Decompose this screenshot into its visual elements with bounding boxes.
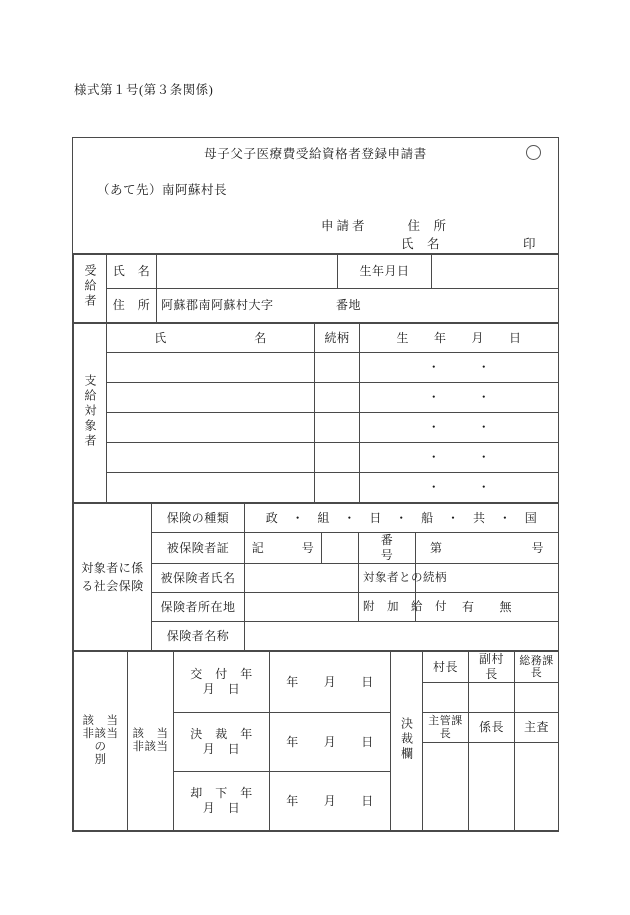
insurer-name-label: 保険者名称 (152, 622, 245, 651)
seal-label: 印 (522, 237, 536, 251)
target-name[interactable] (107, 383, 315, 413)
insured-name-value[interactable] (245, 564, 359, 593)
form-number: 様式第１号(第３条関係) (74, 83, 214, 97)
insurer-name-value[interactable] (245, 622, 559, 651)
applicant-name-label: 氏 名 (401, 237, 441, 251)
table-row (74, 473, 559, 503)
applicant-block (321, 216, 536, 252)
recipient-birth-label: 生年月日 (338, 255, 432, 289)
rejection-date-value[interactable]: 年 月 日 (270, 772, 391, 831)
approval-signature[interactable] (469, 683, 515, 713)
kind-option[interactable]: 共 (472, 510, 486, 525)
target-relation[interactable] (315, 413, 360, 443)
insurance-section-label: 対象者に係る社会保険 (74, 504, 152, 651)
approval-title-section-chief: 主管課長 (423, 713, 469, 743)
decision-table (73, 651, 559, 831)
dot-separator: ・ (291, 510, 305, 525)
targets-table (73, 323, 559, 503)
dot-separator: ・ (498, 510, 512, 525)
decision-date-label: 決 裁 年 月 日 (174, 713, 270, 772)
target-relation[interactable] (315, 353, 360, 383)
approval-signature[interactable] (423, 683, 469, 713)
applicant-name-line (321, 234, 536, 252)
insurance-kind-options[interactable] (245, 504, 559, 533)
targets-header-relation: 続柄 (315, 324, 360, 353)
insurance-kind-label: 保険の種類 (152, 504, 245, 533)
insurer-address-label: 保険者所在地 (152, 593, 245, 622)
target-birth[interactable]: ・ ・ (360, 473, 559, 503)
recipient-birth-value[interactable] (432, 255, 559, 289)
approval-title-subsection-chief: 係長 (469, 713, 515, 743)
decision-status-label[interactable]: 該 当 非該当 (128, 652, 174, 831)
form-header (73, 138, 558, 254)
table-row (74, 443, 559, 473)
recipient-address-value[interactable] (157, 289, 559, 323)
approval-title-mayor: 村長 (423, 652, 469, 683)
targets-section-label: 支給対象者 (74, 324, 107, 503)
kind-option[interactable]: 船 (421, 510, 434, 525)
rejection-date-label: 却 下 年 月 日 (174, 772, 270, 831)
kind-option[interactable]: 日 (369, 510, 382, 525)
dot-separator: ・ (447, 510, 460, 525)
insurance-number-value[interactable] (416, 533, 559, 564)
insured-relation-label: 対象者との続柄 (359, 564, 416, 593)
dot-separator: ・ (343, 510, 356, 525)
table-row (74, 324, 559, 353)
page-title: 母子父子医療費受給資格者登録申請書 (204, 147, 427, 161)
recipient-address-prefix: 阿蘇郡南阿蘇村大字 (161, 298, 274, 312)
target-birth[interactable]: ・ ・ (360, 443, 559, 473)
insurance-number-label: 番 号 (359, 533, 416, 564)
applicant-address-line (321, 216, 536, 234)
issue-date-value[interactable]: 年 月 日 (270, 652, 391, 713)
approval-title-deputy-mayor: 副村長 (469, 652, 515, 683)
insurance-card-label: 被保険者証 (152, 533, 245, 564)
recipient-address-suffix: 番地 (336, 298, 362, 312)
issue-date-label: 交 付 年 月 日 (174, 652, 270, 713)
table-row (74, 383, 559, 413)
table-row (74, 289, 559, 323)
target-birth[interactable]: ・ ・ (360, 383, 559, 413)
kind-option[interactable]: 組 (317, 510, 331, 525)
approval-title-general-affairs-chief: 総務課長 (515, 652, 559, 683)
approval-title-inspector: 主査 (515, 713, 559, 743)
number-suffix: 号 (531, 540, 545, 555)
application-form (72, 137, 559, 832)
target-name[interactable] (107, 473, 315, 503)
target-name[interactable] (107, 353, 315, 383)
target-relation[interactable] (315, 473, 360, 503)
targets-header-birth: 生 年 月 日 (360, 324, 559, 353)
approval-signature[interactable] (423, 743, 469, 831)
decision-category-label: 該 当 非該当 の 別 (74, 652, 128, 831)
table-row (74, 353, 559, 383)
addressee-line: （あて先）南阿蘇村長 (97, 183, 228, 197)
number-prefix: 第 (430, 540, 443, 555)
approval-column-label: 決裁欄 (391, 652, 423, 831)
kind-option[interactable]: 政 (265, 510, 279, 525)
table-row (74, 504, 559, 533)
recipient-section-label: 受給者 (74, 255, 107, 323)
extra-benefit-label: 附 加 給 付 (359, 593, 416, 622)
target-birth[interactable]: ・ ・ (360, 413, 559, 443)
target-relation[interactable] (315, 383, 360, 413)
extra-benefit-options[interactable]: 有 無 (416, 593, 559, 622)
dot-separator: ・ (395, 510, 408, 525)
applicant-label: 申請者 (321, 219, 368, 233)
target-relation[interactable] (315, 443, 360, 473)
target-name[interactable] (107, 413, 315, 443)
recipient-name-value[interactable] (157, 255, 338, 289)
recipient-address-label: 住 所 (107, 289, 157, 323)
insurance-symbol-label: 記 号 (245, 533, 322, 564)
target-name[interactable] (107, 443, 315, 473)
recipient-name-label: 氏 名 (107, 255, 157, 289)
approval-signature[interactable] (515, 683, 559, 713)
insurance-symbol-value[interactable] (322, 533, 359, 564)
insured-name-label: 被保険者氏名 (152, 564, 245, 593)
insurer-address-value[interactable] (245, 593, 359, 622)
approval-signature[interactable] (515, 743, 559, 831)
target-birth[interactable]: ・ ・ (360, 353, 559, 383)
decision-date-value[interactable]: 年 月 日 (270, 713, 391, 772)
table-row (74, 652, 559, 683)
kind-option[interactable]: 国 (524, 510, 538, 525)
insurance-table (73, 503, 559, 651)
table-row (74, 255, 559, 289)
table-row (74, 413, 559, 443)
targets-header-name: 氏 名 (107, 324, 315, 353)
applicant-address-label: 住 所 (407, 219, 447, 233)
circle-mark-icon (526, 145, 541, 160)
recipient-table (73, 254, 559, 323)
approval-signature[interactable] (469, 743, 515, 831)
